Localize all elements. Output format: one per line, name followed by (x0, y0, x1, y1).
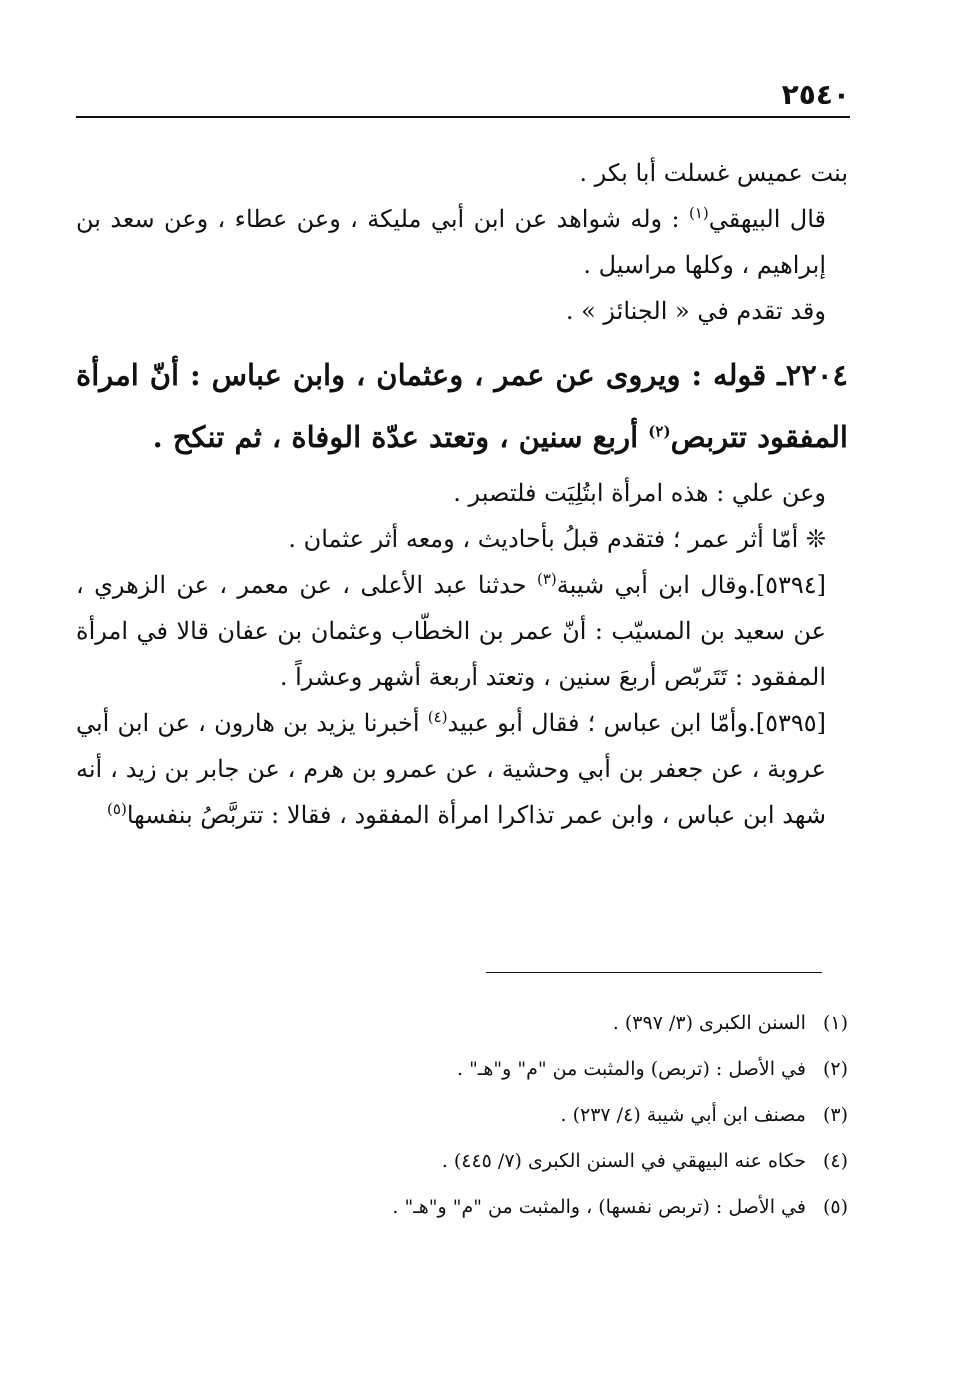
footnote-ref[interactable]: (٢) (648, 422, 671, 441)
footnote-text: في الأصل : (تربص) والمثبت من "م" و"هـ" . (457, 1058, 806, 1080)
text-span: [٥٣٩٤].وقال ابن أبي شيبة (556, 571, 826, 599)
footnote-number: (٢) (822, 1058, 848, 1080)
footnote-ref[interactable]: (٣) (536, 570, 557, 588)
paragraph: وقد تقدم في « الجنائز » . (565, 297, 826, 325)
footnote (76, 1184, 848, 1230)
paragraph: وعن علي : هذه امرأة ابتُلِيَت فلتصبر . (453, 479, 826, 507)
footnote-ref[interactable]: (٤) (427, 708, 448, 726)
paragraph (76, 562, 848, 700)
footnote (76, 1092, 848, 1138)
footnote-number: (٣) (822, 1104, 848, 1126)
footnote-text: السنن الكبرى (٣/ ٣٩٧) . (612, 1012, 806, 1034)
footnote-text: مصنف ابن أبي شيبة (٤/ ٢٣٧) . (560, 1104, 806, 1126)
header-rule (76, 116, 850, 118)
footnote-ref[interactable]: (١) (688, 204, 709, 222)
footnotes (76, 1000, 848, 1230)
text-span: حدثنا عبد الأعلى ، عن معمر ، عن الزهري ، عن سعيد بن المسيّب : أنّ عمر بن الخطّاب وعثمان بن عفان قالا في امرأة المفقود : تَتَربّص أربعَ سنين ، وتعتد أربعة أشهر وعشراً . (76, 571, 826, 691)
text-span: قال البيهقي (708, 205, 826, 233)
paragraph: ❊ أمّا أثر عمر ؛ فتقدم قبلُ بأحاديث ، ومعه أثر عثمان . (288, 525, 826, 553)
paragraph (76, 700, 848, 838)
footnote (76, 1000, 848, 1046)
text-span: أربع سنين ، وتعتد عدّة الوفاة ، ثم تنكح . (152, 420, 649, 454)
page-number: ٢٥٤٠ (781, 78, 850, 111)
footnote (76, 1138, 848, 1184)
footnote-ref[interactable]: (٥) (107, 800, 127, 818)
entry-heading (76, 344, 848, 468)
footnote-number: (٤) (822, 1150, 848, 1172)
paragraph: بنت عميس غسلت أبا بكر . (579, 159, 848, 187)
main-text (76, 150, 848, 838)
footnote-number: (٥) (822, 1196, 848, 1218)
footnote-number: (١) (822, 1012, 848, 1034)
text-span: [٥٣٩٥].وأمّا ابن عباس ؛ فقال أبو عبيد (447, 709, 826, 737)
text-span: أخبرنا يزيد بن هارون ، عن ابن أبي عروبة ، عن جعفر بن أبي وحشية ، عن عمرو بن هرم ، عن جابر بن زيد ، أنه شهد ابن عباس ، وابن عمر تذاكرا امرأة المفقود ، فقالا : تتربَّصُ بنفسها (76, 709, 826, 829)
paragraph (76, 196, 848, 288)
footnote-rule (486, 972, 822, 973)
text-span: : وله شواهد عن ابن أبي مليكة ، وعن عطاء ، وعن سعد بن إبراهيم ، وكلها مراسيل . (76, 205, 826, 279)
footnote-text: في الأصل : (تربص نفسها) ، والمثبت من "م" و"هـ" . (392, 1196, 806, 1218)
footnote (76, 1046, 848, 1092)
text-span: ٢٢٠٤ـ قوله : ويروى عن عمر ، وعثمان ، وابن عباس : أنّ امرأة المفقود تتربص (76, 358, 848, 454)
footnote-text: حكاه عنه البيهقي في السنن الكبرى (٧/ ٤٤٥) . (441, 1150, 806, 1172)
